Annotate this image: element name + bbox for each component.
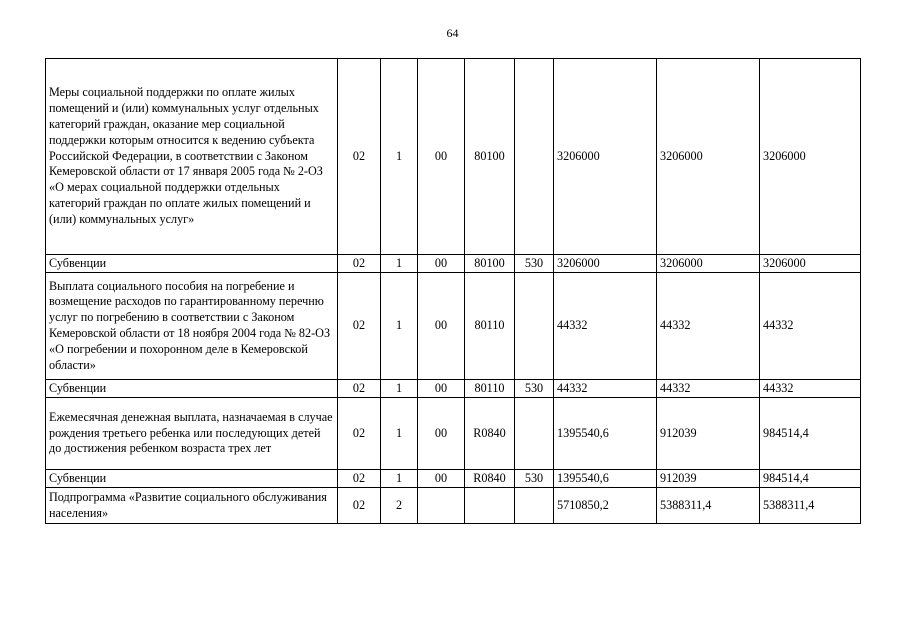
cell-section: 02 xyxy=(338,59,381,255)
page-number: 64 xyxy=(446,26,459,40)
cell-value-1: 44332 xyxy=(554,273,657,380)
row-name: Субвенции xyxy=(46,380,338,398)
row-name: Выплата социального пособия на погребение и возмещение расходов по гарантированному перечню услуг по погребению в соответствии с Законом Кемеровской области от 18 ноября 2004 года № 82-ОЗ «О погребении и похоронном деле в Кемеровской области» xyxy=(46,273,338,380)
row-name: Подпрограмма «Развитие социального обслуживания населения» xyxy=(46,488,338,524)
cell-value-3: 44332 xyxy=(760,380,861,398)
cell-subprogram: 00 xyxy=(418,255,465,273)
cell-direction: R0840 xyxy=(465,470,515,488)
cell-value-1: 1395540,6 xyxy=(554,470,657,488)
cell-section: 02 xyxy=(338,255,381,273)
table-row xyxy=(46,59,861,255)
row-name: Субвенции xyxy=(46,255,338,273)
cell-value-2: 44332 xyxy=(657,273,760,380)
cell-section: 02 xyxy=(338,398,381,470)
cell-section: 02 xyxy=(338,470,381,488)
cell-expense-type: 530 xyxy=(515,380,554,398)
cell-section: 02 xyxy=(338,273,381,380)
cell-value-1: 44332 xyxy=(554,380,657,398)
cell-value-2: 912039 xyxy=(657,398,760,470)
cell-value-1: 3206000 xyxy=(554,255,657,273)
cell-value-2: 3206000 xyxy=(657,59,760,255)
cell-value-3: 5388311,4 xyxy=(760,488,861,524)
cell-subprogram: 00 xyxy=(418,398,465,470)
cell-direction: 80110 xyxy=(465,380,515,398)
cell-expense-type: 530 xyxy=(515,255,554,273)
cell-section: 02 xyxy=(338,380,381,398)
table-row xyxy=(46,398,861,470)
cell-direction: 80100 xyxy=(465,59,515,255)
cell-expense-type: 530 xyxy=(515,470,554,488)
cell-value-2: 3206000 xyxy=(657,255,760,273)
cell-program: 1 xyxy=(381,255,418,273)
cell-value-2: 5388311,4 xyxy=(657,488,760,524)
cell-expense-type xyxy=(515,398,554,470)
cell-expense-type xyxy=(515,273,554,380)
cell-direction: 80110 xyxy=(465,273,515,380)
cell-subprogram: 00 xyxy=(418,470,465,488)
cell-expense-type xyxy=(515,488,554,524)
cell-value-3: 984514,4 xyxy=(760,398,861,470)
table-row xyxy=(46,255,861,273)
table-row xyxy=(46,488,861,524)
cell-direction xyxy=(465,488,515,524)
cell-program: 1 xyxy=(381,273,418,380)
cell-direction: R0840 xyxy=(465,398,515,470)
cell-value-1: 1395540,6 xyxy=(554,398,657,470)
cell-subprogram: 00 xyxy=(418,380,465,398)
row-name: Меры социальной поддержки по оплате жилых помещений и (или) коммунальных услуг отдельных категорий граждан, оказание мер социальной поддержки которым относится к ведению субъекта Российской Федерации, в соответствии с Законом Кемеровской области от 17 января 2005 года № 2-ОЗ «О мерах социальной поддержки отдельных категорий граждан по оплате жилых помещений и (или) коммунальных услуг» xyxy=(46,59,338,255)
cell-expense-type xyxy=(515,59,554,255)
cell-program: 1 xyxy=(381,59,418,255)
cell-program: 2 xyxy=(381,488,418,524)
cell-value-1: 3206000 xyxy=(554,59,657,255)
table-row xyxy=(46,470,861,488)
cell-direction: 80100 xyxy=(465,255,515,273)
cell-section: 02 xyxy=(338,488,381,524)
cell-value-3: 44332 xyxy=(760,273,861,380)
table-row xyxy=(46,380,861,398)
cell-value-2: 44332 xyxy=(657,380,760,398)
row-name: Ежемесячная денежная выплата, назначаемая в случае рождения третьего ребенка или последующих детей до достижения ребенком возраста трех лет xyxy=(46,398,338,470)
cell-subprogram: 00 xyxy=(418,273,465,380)
cell-value-3: 3206000 xyxy=(760,59,861,255)
cell-value-2: 912039 xyxy=(657,470,760,488)
cell-value-3: 984514,4 xyxy=(760,470,861,488)
cell-program: 1 xyxy=(381,380,418,398)
cell-program: 1 xyxy=(381,470,418,488)
cell-subprogram: 00 xyxy=(418,59,465,255)
table-row xyxy=(46,273,861,380)
cell-program: 1 xyxy=(381,398,418,470)
cell-value-1: 5710850,2 xyxy=(554,488,657,524)
row-name: Субвенции xyxy=(46,470,338,488)
budget-table xyxy=(45,58,861,524)
cell-subprogram xyxy=(418,488,465,524)
cell-value-3: 3206000 xyxy=(760,255,861,273)
